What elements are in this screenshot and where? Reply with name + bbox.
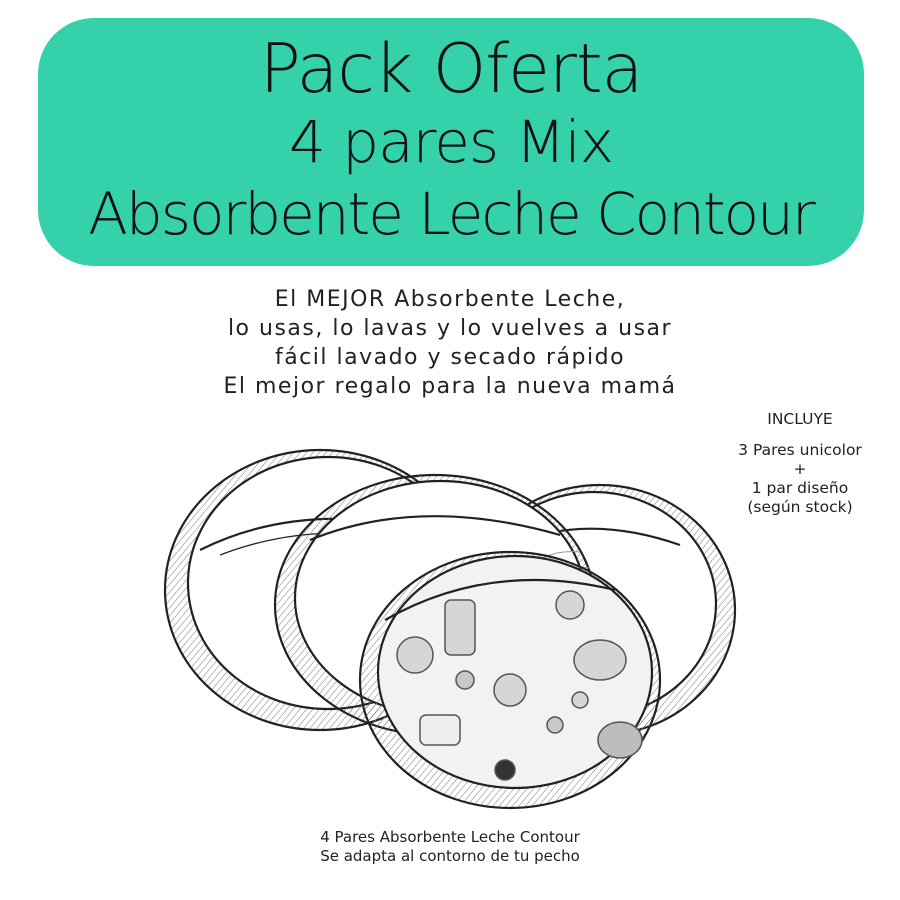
tagline-line: El mejor regalo para la nueva mamá [223, 374, 677, 399]
spacer [720, 429, 880, 441]
banner-product-name: Absorbente Leche Contour [88, 180, 814, 248]
cow-icon [556, 591, 584, 619]
elephant-icon [598, 722, 642, 758]
tagline [0, 285, 900, 401]
zebra-icon [420, 715, 460, 745]
leaf-icon [547, 717, 563, 733]
turtle-icon [572, 692, 588, 708]
panda-icon [495, 760, 515, 780]
includes-item: (según stock) [747, 498, 853, 516]
caption-line: 4 Pares Absorbente Leche Contour [320, 828, 580, 846]
monkey-icon [494, 674, 526, 706]
lion-icon [397, 637, 433, 673]
includes-title: INCLUYE [767, 410, 833, 428]
patterned-pad [360, 552, 660, 808]
includes-item: 3 Pares unicolor [738, 441, 862, 459]
rhino-icon [574, 640, 626, 680]
leaf-icon [456, 671, 474, 689]
includes-plus: + [793, 460, 807, 478]
caption-line: Se adapta al contorno de tu pecho [320, 847, 580, 865]
title-banner [38, 18, 864, 266]
tagline-line: fácil lavado y secado rápido [274, 345, 626, 370]
banner-title: Pack Oferta [259, 30, 643, 109]
caption [0, 828, 900, 866]
includes-box [720, 410, 880, 517]
banner-subtitle: 4 pares Mix [288, 108, 614, 176]
includes-item: 1 par diseño [751, 479, 849, 497]
tagline-line: lo usas, lo lavas y lo vuelves a usar [227, 316, 673, 341]
breast-pads-illustration [160, 440, 740, 820]
giraffe-icon [445, 600, 475, 655]
tagline-line: El MEJOR Absorbente Leche, [274, 287, 626, 312]
